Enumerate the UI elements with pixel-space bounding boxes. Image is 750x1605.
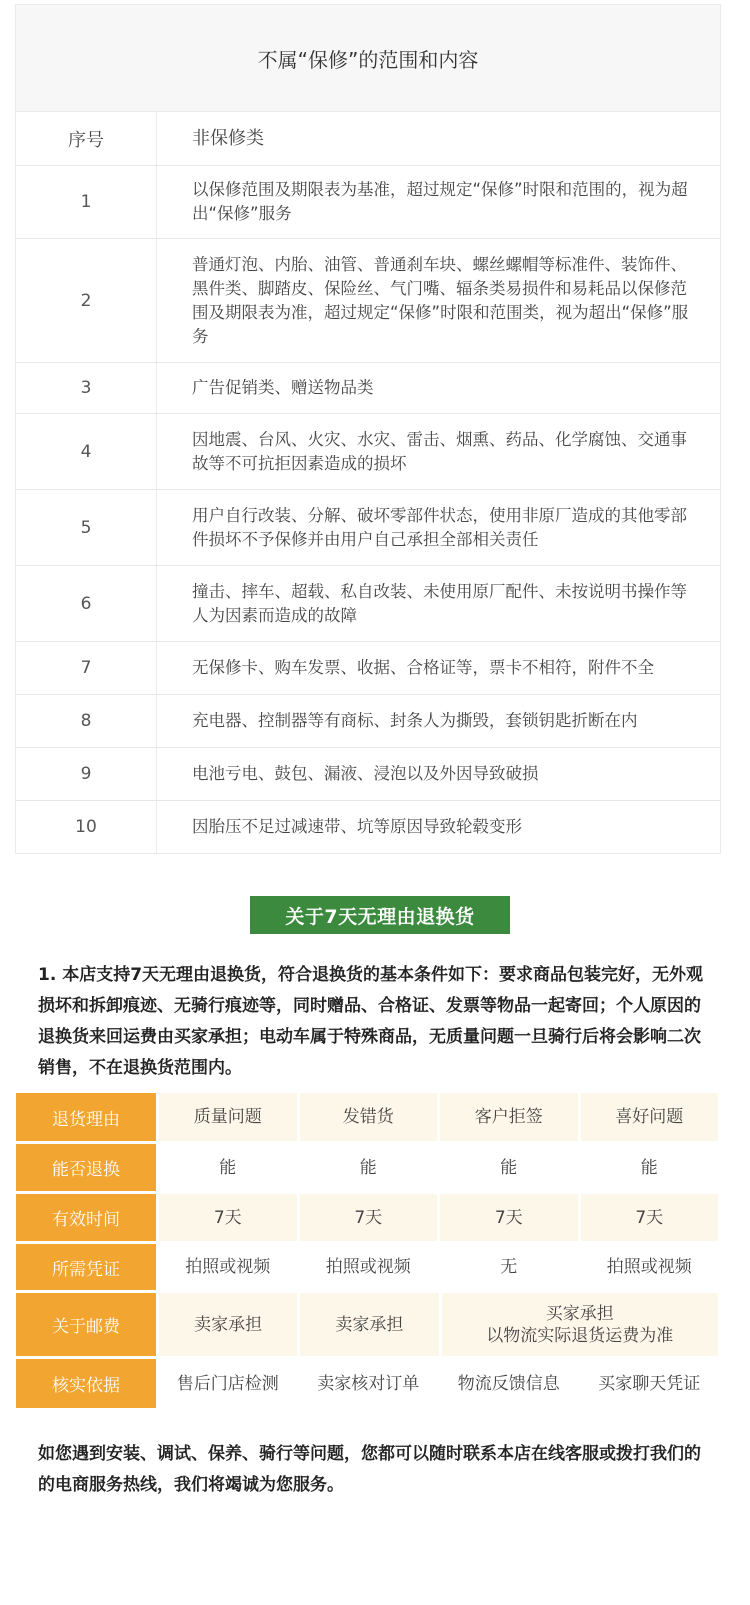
- header-text: 非保修类: [192, 127, 264, 149]
- table-row: [16, 363, 720, 414]
- row-label: 关于邮费: [16, 1293, 156, 1356]
- table-row: [16, 566, 720, 642]
- row-text: 因地震、台风、火灾、水灾、雷击、烟熏、药品、化学腐蚀、交通事故等不可抗拒因素造成的损坏: [192, 429, 687, 473]
- table-cell: 拍照或视频: [300, 1244, 438, 1290]
- table-cell: 7天: [581, 1194, 719, 1241]
- row-text: 因胎压不足过减速带、坑等原因导致轮毂变形: [192, 817, 522, 836]
- table-row: [16, 695, 720, 748]
- row-label: 退货理由: [16, 1093, 156, 1141]
- table-row: [16, 239, 720, 363]
- table-cell: 7天: [300, 1194, 438, 1241]
- service-contact-text: 如您遇到安装、调试、保养、骑行等问题，您都可以随时联系本店在线客服或拨打我们的的电商服务热线，我们将竭诚为您服务。: [38, 1444, 701, 1495]
- row-text: 撞击、摔车、超载、私自改装、未使用原厂配件、未按说明书操作等人为因素而造成的故障: [192, 581, 687, 625]
- table-cell: 无: [440, 1244, 578, 1290]
- row-num: 3: [16, 363, 157, 413]
- row-text: 无保修卡、购车发票、收据、合格证等，票卡不相符，附件不全: [192, 658, 654, 677]
- returns-banner: 关于7天无理由退换货: [250, 896, 510, 934]
- table-cell: 能: [300, 1144, 438, 1191]
- warranty-exclusion-table: [15, 4, 721, 854]
- warranty-table-header-row: [16, 112, 720, 166]
- table-cell: 7天: [159, 1194, 297, 1241]
- row-text: 电池亏电、鼓包、漏液、浸泡以及外因导致破损: [192, 764, 539, 783]
- row-label: 所需凭证: [16, 1244, 156, 1290]
- table-cell: 发错货: [300, 1093, 438, 1141]
- table-cell: 7天: [440, 1194, 578, 1241]
- row-label: 能否退换: [16, 1144, 156, 1191]
- table-row: [16, 490, 720, 566]
- row-num: 10: [16, 801, 157, 853]
- returns-conditions-table: [16, 1093, 718, 1408]
- row-text: 充电器、控制器等有商标、封条人为撕毁，套锁钥匙折断在内: [192, 711, 638, 730]
- row-text: 广告促销类、赠送物品类: [192, 378, 374, 397]
- table-row: [16, 1293, 718, 1356]
- table-cell: 售后门店检测: [159, 1359, 297, 1408]
- table-cell: 拍照或视频: [159, 1244, 297, 1290]
- row-label: 有效时间: [16, 1194, 156, 1241]
- row-num: 1: [16, 166, 157, 238]
- table-row: [16, 166, 720, 239]
- table-row: [16, 1093, 718, 1141]
- table-cell: 能: [581, 1144, 719, 1191]
- table-cell: 质量问题: [159, 1093, 297, 1141]
- row-text: 以保修范围及期限表为基准，超过规定“保修”时限和范围的，视为超出“保修”服务: [192, 180, 688, 223]
- table-cell: 卖家承担: [159, 1293, 297, 1356]
- row-num: 7: [16, 642, 157, 694]
- table-cell: 买家聊天凭证: [581, 1359, 719, 1408]
- table-row: [16, 642, 720, 695]
- returns-policy-text: 1. 本店支持7天无理由退换货，符合退换货的基本条件如下：要求商品包装完好，无外观损坏和拆卸痕迹、无骑行痕迹等，同时赠品、合格证、发票等物品一起寄回；个人原因的退换货来回运费由买家承担；电动车属于特殊商品，无质量问题一旦骑行后将会影响二次销售，不在退换货范围内。: [38, 965, 704, 1078]
- row-num: 2: [16, 239, 157, 362]
- warranty-table-title: 不属“保修”的范围和内容: [16, 5, 720, 112]
- table-cell: 物流反馈信息: [440, 1359, 578, 1408]
- table-row: [16, 1359, 718, 1408]
- header-num: 序号: [16, 112, 157, 165]
- table-cell: 卖家承担: [300, 1293, 438, 1356]
- table-cell-merged: 买家承担 以物流实际退货运费为准: [442, 1293, 719, 1356]
- table-row: [16, 414, 720, 490]
- table-row: [16, 801, 720, 854]
- row-num: 6: [16, 566, 157, 641]
- table-row: [16, 748, 720, 801]
- row-label: 核实依据: [16, 1359, 156, 1408]
- row-text: 用户自行改装、分解、破坏零部件状态，使用非原厂造成的其他零部件损坏不予保修并由用户自己承担全部相关责任: [192, 505, 687, 549]
- row-num: 5: [16, 490, 157, 565]
- row-num: 9: [16, 748, 157, 800]
- table-cell: 拍照或视频: [581, 1244, 719, 1290]
- row-text: 普通灯泡、内胎、油管、普通刹车块、螺丝螺帽等标准件、装饰件、黑件类、脚踏皮、保险丝、气门嘴、辐条类易损件和易耗品以保修范围及期限表为准，超过规定“保修”时限和范围类，视为超出“保修”服务: [192, 254, 689, 346]
- table-cell: 能: [440, 1144, 578, 1191]
- table-cell: 卖家核对订单: [300, 1359, 438, 1408]
- table-row: [16, 1144, 718, 1191]
- table-cell: 喜好问题: [581, 1093, 719, 1141]
- row-num: 4: [16, 414, 157, 489]
- table-cell: 客户拒签: [440, 1093, 578, 1141]
- table-row: [16, 1194, 718, 1241]
- table-row: [16, 1244, 718, 1290]
- row-num: 8: [16, 695, 157, 747]
- table-cell: 能: [159, 1144, 297, 1191]
